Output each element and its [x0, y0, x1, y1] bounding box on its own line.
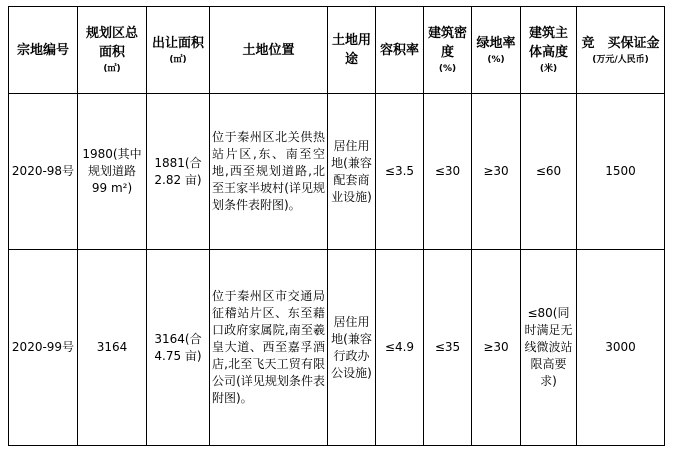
- cell-transfer-area: 3164(合 4.75 亩): [147, 250, 210, 446]
- table-row: [9, 250, 665, 446]
- cell-parcel-no: 2020-99号: [9, 250, 78, 446]
- table-header-row: [9, 7, 665, 94]
- cell-total-area: 3164: [78, 250, 147, 446]
- header-green-unit: (%): [487, 54, 505, 65]
- header-deposit-unit: (万元/人民币): [592, 54, 649, 65]
- cell-transfer-area: 1881(合 2.82 亩): [147, 94, 210, 250]
- header-land-use: 土地用途: [328, 7, 376, 94]
- table-row: [9, 94, 665, 250]
- header-height: 建筑主体高度 (米): [521, 7, 577, 94]
- cell-location: 位于秦州区市交通局征稽站片区、东至藉口政府家属院,南至羲皇大道、西至嘉孚酒店,北至飞天工贸有限公司(详见规划条件表附图)。: [210, 250, 328, 446]
- header-far: 容积率: [376, 7, 424, 94]
- header-transfer-area-unit: (㎡): [169, 54, 187, 65]
- land-parcel-table: [8, 6, 665, 446]
- header-total-area: 规划区总面积 (㎡): [78, 7, 147, 94]
- header-total-area-unit: (㎡): [103, 64, 121, 74]
- cell-deposit: 1500: [577, 94, 665, 250]
- cell-land-use: 居住用地(兼容行政办公设施): [328, 250, 376, 446]
- header-location: 土地位置: [210, 7, 328, 94]
- cell-density: ≤30: [424, 94, 472, 250]
- cell-height: ≤80(同时满足无线微波站限高要求): [521, 250, 577, 446]
- cell-density: ≤35: [424, 250, 472, 446]
- header-green: 绿地率 (%): [472, 7, 521, 94]
- header-parcel-no: 宗地编号: [9, 7, 78, 94]
- cell-green: ≥30: [472, 250, 521, 446]
- cell-deposit: 3000: [577, 250, 665, 446]
- cell-green: ≥30: [472, 94, 521, 250]
- header-density-unit: (%): [438, 64, 457, 74]
- header-transfer-area: 出让面积 (㎡): [147, 7, 210, 94]
- header-density: 建筑密度 (%): [424, 7, 472, 94]
- cell-far: ≤4.9: [376, 250, 424, 446]
- cell-total-area: 1980(其中规划道路 99 m²): [78, 94, 147, 250]
- header-height-unit: (米): [539, 64, 558, 74]
- cell-height: ≤60: [521, 94, 577, 250]
- cell-land-use: 居住用地(兼容配套商业设施): [328, 94, 376, 250]
- cell-far: ≤3.5: [376, 94, 424, 250]
- header-deposit: 竞 买保证金 (万元/人民币): [577, 7, 665, 94]
- cell-location: 位于秦州区北关供热站片区,东、南至空地,西至规划道路,北至王家半坡村(详见规划条件表附图)。: [210, 94, 328, 250]
- cell-parcel-no: 2020-98号: [9, 94, 78, 250]
